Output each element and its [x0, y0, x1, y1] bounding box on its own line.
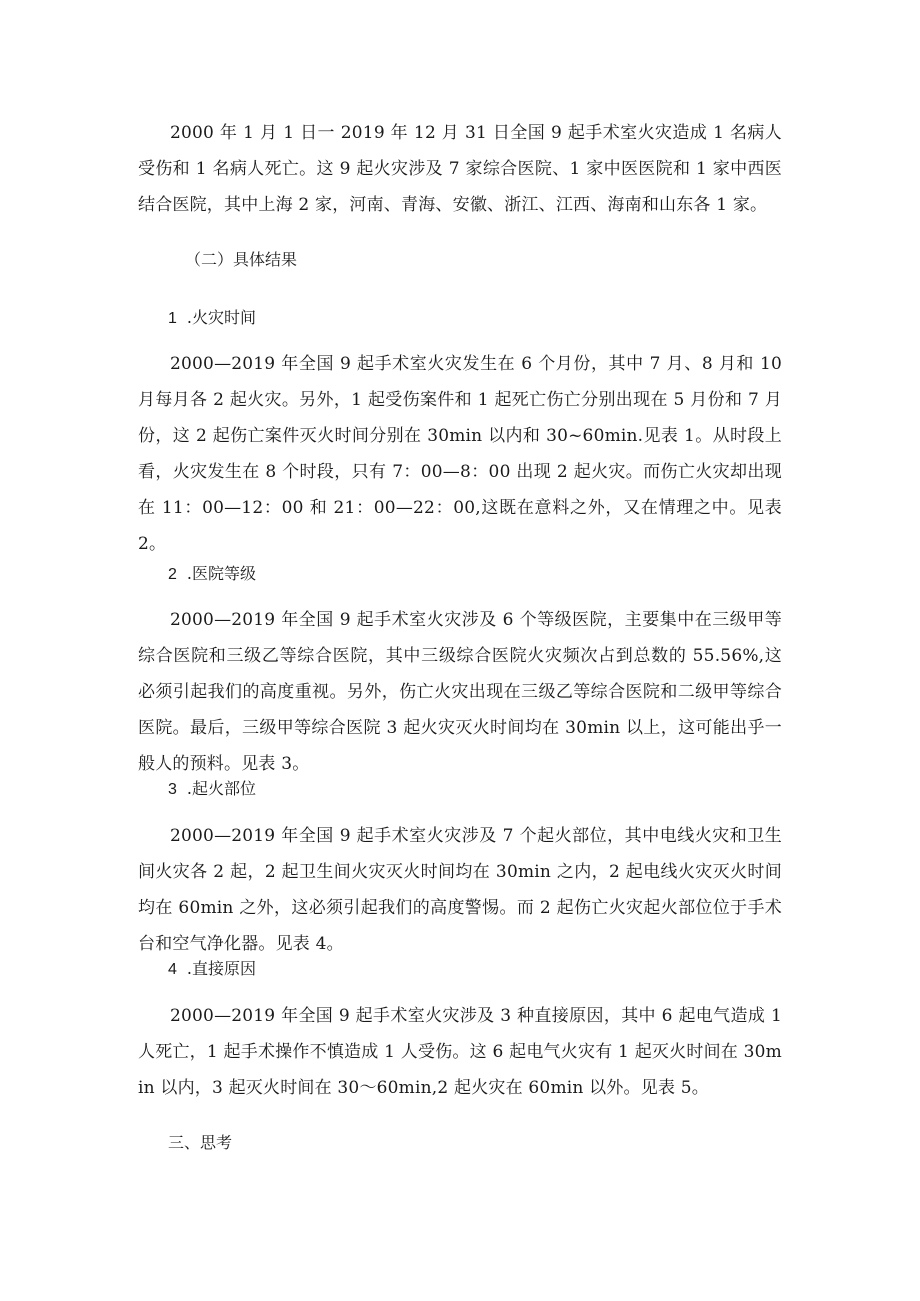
section-heading-reflection: 三、思考 [168, 1133, 233, 1152]
section-heading-fire-time [168, 306, 256, 331]
section-heading-direct-cause [168, 957, 256, 982]
section-title: .直接原因 [186, 959, 256, 978]
section-heading-fire-location [168, 777, 256, 802]
section-title: .医院等级 [186, 564, 256, 583]
section-title: .起火部位 [186, 779, 256, 798]
intro-paragraph: 2000 年 1 月 1 日一 2019 年 12 月 31 日全国 9 起手术室火灾造成 1 名病人受伤和 1 名病人死亡。这 9 起火灾涉及 7 家综合医院、1 家中医医院和 1 家中西医结合医院，其中上海 2 家，河南、青海、安徽、浙江、江西、海南和山东各 1 家。 [138, 123, 782, 215]
section-number: 4 [168, 961, 177, 978]
hospital-level-paragraph: 2000—2019 年全国 9 起手术室火灾涉及 6 个等级医院，主要集中在三级甲等综合医院和三级乙等综合医院，其中三级综合医院火灾频次占到总数的 55.56%,这必须引起我们的高度重视。另外，伤亡火灾出现在三级乙等综合医院和二级甲等综合医院。最后，三级甲等综合医院 3 起火灾灭火时间均在 30min 以上，这可能出乎一般人的预料。见表 3。 [138, 610, 782, 774]
fire-time-paragraph: 2000—2019 年全国 9 起手术室火灾发生在 6 个月份，其中 7 月、8 月和 10 月每月各 2 起火灾。另外，1 起受伤案件和 1 起死亡伤亡分别出现在 5 月份和 7 月份，这 2 起伤亡案件灭火时间分别在 30min 以内和 30~60min.见表 1。从时段上看，火灾发生在 8 个时段，只有 7：00—8：00 出现 2 起火灾。而伤亡火灾却出现在 11：00—12：00 和 21：00—22：00,这既在意料之外，又在情理之中。见表 2。 [138, 354, 782, 554]
section-heading-hospital-level [168, 562, 256, 587]
section-number: 3 [168, 781, 177, 798]
section-heading-specific-results: （二）具体结果 [185, 250, 298, 269]
section-number: 2 [168, 566, 177, 583]
direct-cause-paragraph: 2000—2019 年全国 9 起手术室火灾涉及 3 种直接原因，其中 6 起电气造成 1 人死亡，1 起手术操作不慎造成 1 人受伤。这 6 起电气火灾有 1 起灭火时间在 30min 以内，3 起灭火时间在 30～60min,2 起火灾在 60min 以外。见表 5。 [138, 1006, 782, 1098]
fire-location-paragraph: 2000—2019 年全国 9 起手术室火灾涉及 7 个起火部位，其中电线火灾和卫生间火灾各 2 起，2 起卫生间火灾灭火时间均在 30min 之内，2 起电线火灾灭火时间均在 60min 之外，这必须引起我们的高度警惕。而 2 起伤亡火灾起火部位位于手术台和空气净化器。见表 4。 [138, 826, 782, 954]
section-number: 1 [168, 310, 177, 327]
section-title: .火灾时间 [186, 308, 256, 327]
